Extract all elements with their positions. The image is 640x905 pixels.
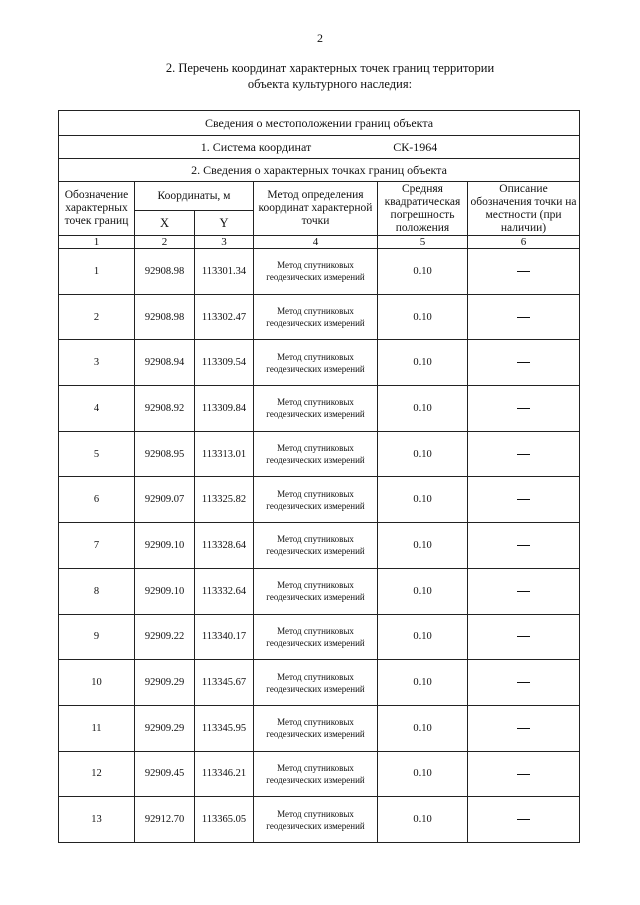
point-id-cell: 7 (59, 523, 135, 569)
description-cell (468, 568, 580, 614)
x-cell: 92909.07 (135, 477, 195, 523)
error-cell: 0.10 (378, 797, 468, 843)
x-cell: 92908.94 (135, 340, 195, 386)
error-cell: 0.10 (378, 386, 468, 432)
x-cell: 92909.45 (135, 751, 195, 797)
point-id-cell: 10 (59, 660, 135, 706)
description-cell (468, 249, 580, 295)
method-cell: Метод спутниковых геодезических измерений (254, 477, 378, 523)
x-cell: 92908.98 (135, 294, 195, 340)
dash-mark (517, 499, 530, 500)
dash-mark (517, 545, 530, 546)
x-cell: 92909.10 (135, 523, 195, 569)
column-number-row (59, 236, 580, 249)
dash-mark (517, 636, 530, 637)
y-cell: 113332.64 (195, 568, 254, 614)
column-number: 4 (254, 236, 378, 249)
error-cell: 0.10 (378, 614, 468, 660)
y-cell: 113345.67 (195, 660, 254, 706)
column-number: 1 (59, 236, 135, 249)
point-id-cell: 13 (59, 797, 135, 843)
table-row (59, 797, 580, 843)
y-cell: 113313.01 (195, 431, 254, 477)
x-cell: 92909.10 (135, 568, 195, 614)
col-header-x: X (135, 211, 195, 236)
method-cell: Метод спутниковых геодезических измерений (254, 705, 378, 751)
method-cell: Метод спутниковых геодезических измерений (254, 386, 378, 432)
table-row (59, 340, 580, 386)
description-cell (468, 386, 580, 432)
point-id-cell: 6 (59, 477, 135, 523)
method-cell: Метод спутниковых геодезических измерений (254, 523, 378, 569)
table-row (59, 431, 580, 477)
description-cell (468, 751, 580, 797)
method-cell: Метод спутниковых геодезических измерений (254, 797, 378, 843)
error-cell: 0.10 (378, 523, 468, 569)
column-number: 5 (378, 236, 468, 249)
point-id-cell: 8 (59, 568, 135, 614)
y-cell: 113365.05 (195, 797, 254, 843)
y-cell: 113325.82 (195, 477, 254, 523)
dash-mark (517, 454, 530, 455)
y-cell: 113328.64 (195, 523, 254, 569)
col-header-coordinates: Координаты, м (135, 182, 254, 211)
point-id-cell: 9 (59, 614, 135, 660)
table-row (59, 660, 580, 706)
error-cell: 0.10 (378, 660, 468, 706)
error-cell: 0.10 (378, 294, 468, 340)
table-row (59, 705, 580, 751)
point-id-cell: 11 (59, 705, 135, 751)
point-id-cell: 2 (59, 294, 135, 340)
description-cell (468, 705, 580, 751)
description-cell (468, 660, 580, 706)
coordinates-table (58, 110, 580, 843)
column-number: 6 (468, 236, 580, 249)
column-number: 3 (195, 236, 254, 249)
col-header-description: Описание обозначения точки на местности (при наличии) (468, 182, 580, 236)
y-cell: 113309.54 (195, 340, 254, 386)
table-row (59, 568, 580, 614)
col-header-error: Средняя квадратическая погрешность положения (378, 182, 468, 236)
dash-mark (517, 591, 530, 592)
document-title (0, 60, 640, 92)
coordinate-system-value: СК-1964 (393, 139, 438, 154)
point-id-cell: 5 (59, 431, 135, 477)
x-cell: 92909.29 (135, 660, 195, 706)
table-header-section (59, 111, 580, 249)
description-cell (468, 340, 580, 386)
table-row (59, 386, 580, 432)
table-row (59, 477, 580, 523)
dash-mark (517, 271, 530, 272)
method-cell: Метод спутниковых геодезических измерений (254, 751, 378, 797)
points-section-label: 2. Сведения о характерных точках границ объекта (59, 159, 580, 182)
method-cell: Метод спутниковых геодезических измерений (254, 340, 378, 386)
coordinate-system-label: 1. Система координат (200, 139, 312, 154)
col-header-designation: Обозначение характерных точек границ (59, 182, 135, 236)
table-row (59, 249, 580, 295)
point-id-cell: 4 (59, 386, 135, 432)
y-cell: 113346.21 (195, 751, 254, 797)
x-cell: 92909.22 (135, 614, 195, 660)
column-number: 2 (135, 236, 195, 249)
method-cell: Метод спутниковых геодезических измерений (254, 249, 378, 295)
dash-mark (517, 317, 530, 318)
error-cell: 0.10 (378, 431, 468, 477)
x-cell: 92909.29 (135, 705, 195, 751)
error-cell: 0.10 (378, 568, 468, 614)
y-cell: 113302.47 (195, 294, 254, 340)
method-cell: Метод спутниковых геодезических измерений (254, 294, 378, 340)
description-cell (468, 431, 580, 477)
page-number: 2 (317, 31, 323, 45)
dash-mark (517, 728, 530, 729)
error-cell: 0.10 (378, 340, 468, 386)
table-row (59, 614, 580, 660)
x-cell: 92908.98 (135, 249, 195, 295)
dash-mark (517, 682, 530, 683)
description-cell (468, 477, 580, 523)
point-id-cell: 12 (59, 751, 135, 797)
dash-mark (517, 774, 530, 775)
x-cell: 92908.92 (135, 386, 195, 432)
table-body (59, 249, 580, 843)
coordinate-system-row (59, 136, 580, 159)
method-cell: Метод спутниковых геодезических измерений (254, 660, 378, 706)
table-row (59, 294, 580, 340)
point-id-cell: 1 (59, 249, 135, 295)
y-cell: 113345.95 (195, 705, 254, 751)
point-id-cell: 3 (59, 340, 135, 386)
description-cell (468, 797, 580, 843)
dash-mark (517, 819, 530, 820)
description-cell (468, 523, 580, 569)
method-cell: Метод спутниковых геодезических измерений (254, 568, 378, 614)
error-cell: 0.10 (378, 249, 468, 295)
error-cell: 0.10 (378, 477, 468, 523)
x-cell: 92912.70 (135, 797, 195, 843)
method-cell: Метод спутниковых геодезических измерений (254, 614, 378, 660)
title-line-2: объекта культурного наследия: (247, 77, 413, 91)
description-cell (468, 294, 580, 340)
table-row (59, 751, 580, 797)
error-cell: 0.10 (378, 705, 468, 751)
description-cell (468, 614, 580, 660)
error-cell: 0.10 (378, 751, 468, 797)
y-cell: 113309.84 (195, 386, 254, 432)
dash-mark (517, 362, 530, 363)
y-cell: 113301.34 (195, 249, 254, 295)
x-cell: 92908.95 (135, 431, 195, 477)
col-header-y: Y (195, 211, 254, 236)
section-header: Сведения о местоположении границ объекта (59, 111, 580, 136)
dash-mark (517, 408, 530, 409)
title-line-1: 2. Перечень координат характерных точек границ территории (165, 61, 495, 75)
col-header-method: Метод определения координат характерной точки (254, 182, 378, 236)
table-row (59, 523, 580, 569)
method-cell: Метод спутниковых геодезических измерений (254, 431, 378, 477)
y-cell: 113340.17 (195, 614, 254, 660)
